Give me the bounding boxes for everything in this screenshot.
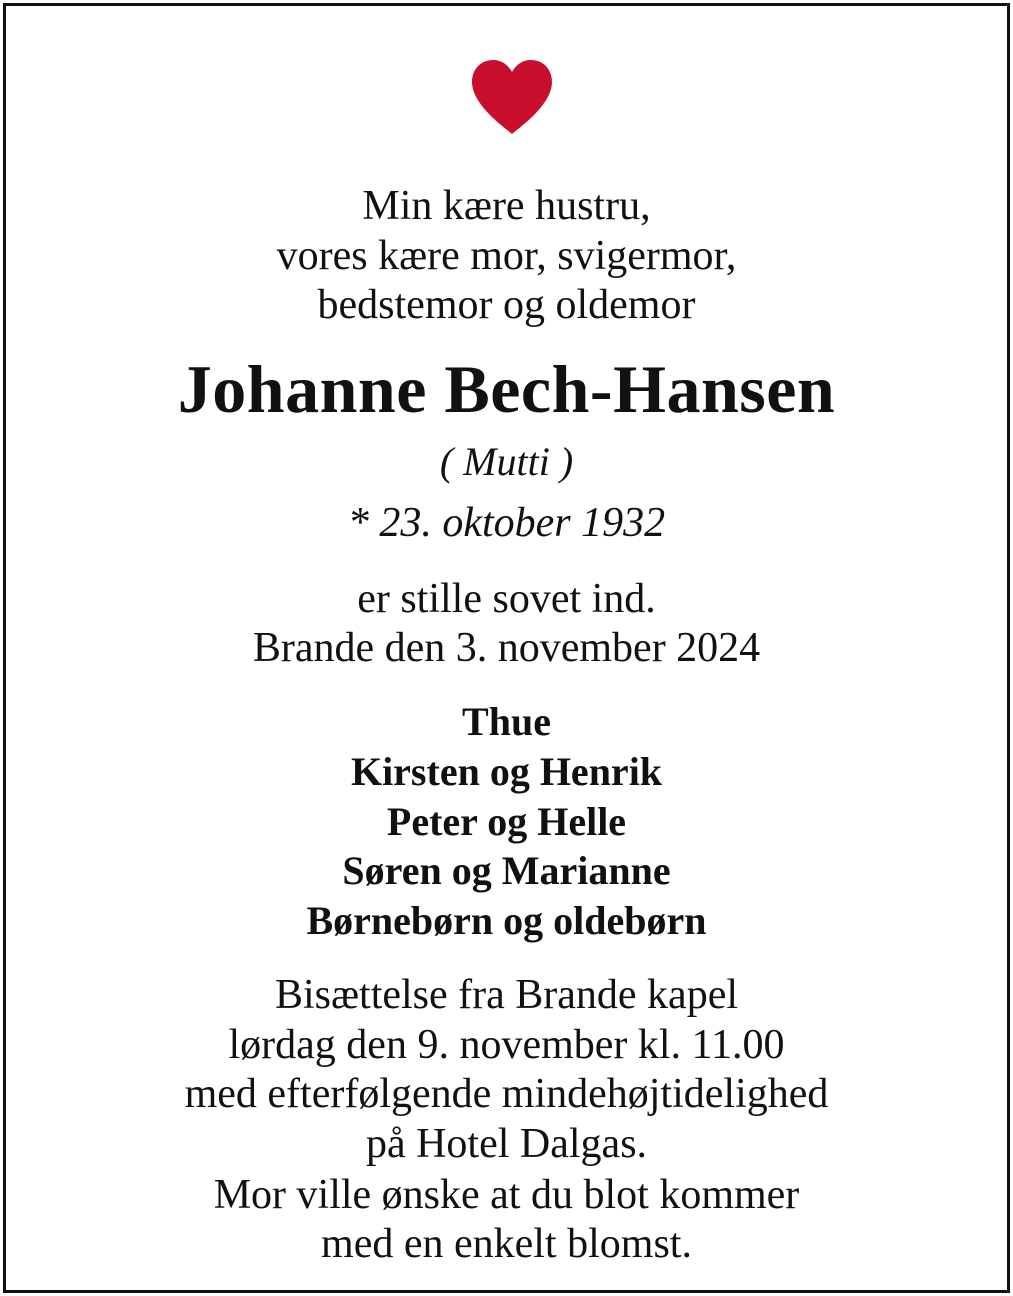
family-member: Peter og Helle	[386, 799, 627, 844]
funeral-line-5: Mor ville ønske at du blot kommer	[213, 1172, 800, 1218]
heart-icon	[468, 58, 556, 138]
family-member: Børnebørn og oldebørn	[306, 898, 707, 943]
nickname: ( Mutti )	[439, 439, 574, 484]
funeral-line-1: Bisættelse fra Brande kapel	[274, 972, 739, 1018]
intro-line-2: vores kære mor, svigermor,	[276, 233, 737, 279]
family-member: Kirsten og Henrik	[350, 749, 663, 794]
funeral-line-4: på Hotel Dalgas.	[365, 1121, 648, 1167]
birth-date: * 23. oktober 1932	[347, 500, 666, 546]
passing-line-2: Brande den 3. november 2024	[252, 625, 761, 671]
intro-line-3: bedstemor og oldemor	[317, 282, 696, 328]
deceased-name: Johanne Bech-Hansen	[177, 351, 836, 427]
funeral-line-6: med en enkelt blomst.	[321, 1221, 692, 1267]
obituary-notice	[3, 3, 1010, 1293]
passing-line-1: er stille sovet ind.	[357, 576, 656, 622]
funeral-line-2: lørdag den 9. november kl. 11.00	[228, 1022, 785, 1068]
family-member: Søren og Marianne	[342, 848, 671, 893]
intro-line-1: Min kære hustru,	[362, 183, 651, 229]
family-member: Thue	[462, 699, 551, 744]
funeral-line-3: med efterfølgende mindehøjtidelighed	[184, 1071, 829, 1117]
